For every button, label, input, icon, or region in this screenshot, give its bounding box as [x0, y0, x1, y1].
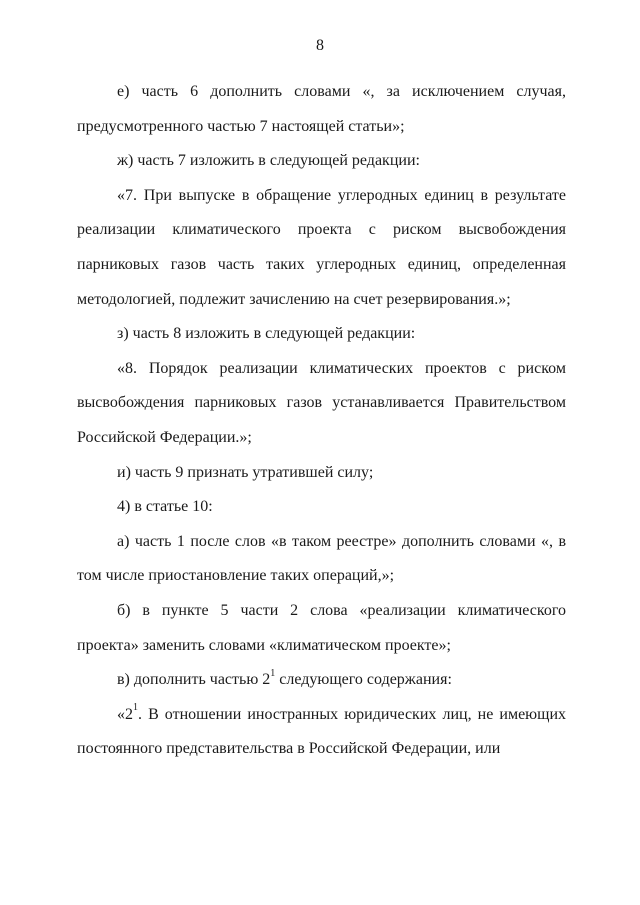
paragraph-part-7-text: «7. При выпуске в обращение углеродных единиц в результате реализации климатического проекта с риском высвобождения парниковых газов часть таких углеродных единиц, определенная методологией, подлежит зачислению на счет резервирования.»;: [77, 186, 566, 308]
paragraph-2-1-after: . В отношении иностранных юридических лиц, не имеющих постоянного представительства в Российской Федерации, или: [77, 705, 566, 758]
superscript: 1: [133, 702, 138, 714]
paragraph-v: [77, 663, 566, 698]
paragraph-z: з) часть 8 изложить в следующей редакции:: [117, 325, 416, 343]
paragraph-v-before: в) дополнить частью 2: [117, 671, 271, 689]
paragraph-a: а) часть 1 после слов «в таком реестре» дополнить словами «, в том числе приостановление таких операций,»;: [77, 532, 566, 585]
superscript: 1: [270, 667, 276, 679]
paragraph-2-1-before: «2: [117, 705, 133, 723]
paragraph-article-10: 4) в статье 10:: [117, 498, 213, 516]
paragraph-part-2-1-text: [77, 698, 566, 767]
paragraph-i: и) часть 9 признать утратившей силу;: [117, 463, 374, 481]
document-body: [77, 75, 566, 767]
page-number: 8: [316, 37, 324, 54]
paragraph-b: б) в пункте 5 части 2 слова «реализации климатического проекта» заменить словами «климатическом проекте»;: [77, 601, 566, 654]
paragraph-e: е) часть 6 дополнить словами «, за исключением случая, предусмотренного частью 7 настоящей статьи»;: [77, 83, 566, 135]
paragraph-zh: ж) часть 7 изложить в следующей редакции:: [117, 152, 420, 170]
paragraph-v-after: следующего содержания:: [275, 671, 452, 689]
paragraph-part-8-text: «8. Порядок реализации климатических проектов с риском высвобождения парниковых газов устанавливается Правительством Российской Федерации.»;: [77, 359, 566, 446]
